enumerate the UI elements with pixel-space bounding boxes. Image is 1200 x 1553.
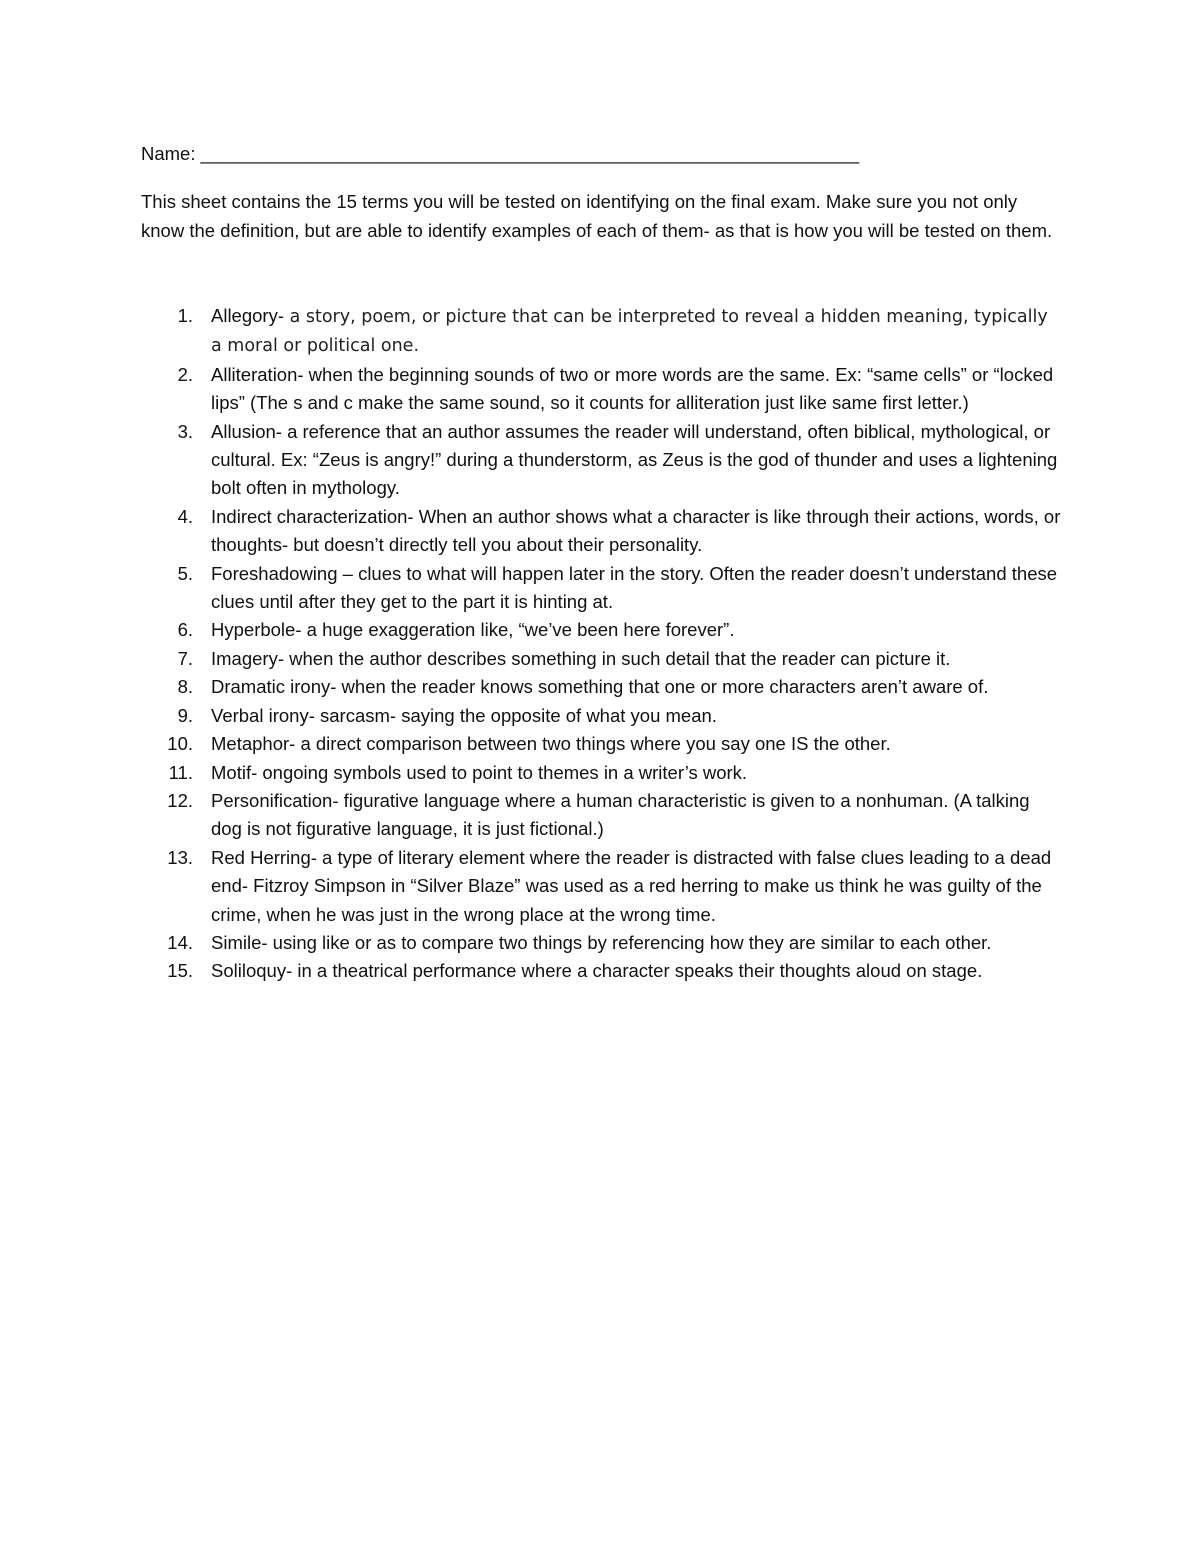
document-page xyxy=(141,140,1061,986)
term-name: Dramatic irony- xyxy=(211,676,337,698)
list-item xyxy=(141,787,1061,844)
item-number: 2. xyxy=(177,363,193,385)
item-number: 12. xyxy=(167,789,193,811)
term-name: Imagery- xyxy=(211,647,284,669)
item-number: 13. xyxy=(167,846,193,868)
term-definition: figurative language where a human characteristic is given to a nonhuman. (A talking dog is not figurative language, it is just fictional.) xyxy=(211,789,1030,840)
term-name: Alliteration- xyxy=(211,363,304,385)
term-name: Hyperbole- xyxy=(211,619,302,641)
term-definition: using like or as to compare two things by referencing how they are similar to each other. xyxy=(267,931,992,953)
list-item xyxy=(141,560,1061,617)
list-item xyxy=(141,759,1061,787)
term-name: Simile- xyxy=(211,931,268,953)
item-number: 15. xyxy=(167,960,193,982)
term-definition: a huge exaggeration like, “we’ve been here forever”. xyxy=(301,619,735,641)
item-number: 5. xyxy=(177,562,193,584)
list-item xyxy=(141,730,1061,758)
list-item xyxy=(141,361,1061,418)
term-definition: when the author describes something in such detail that the reader can picture it. xyxy=(284,647,951,669)
term-name: Allusion- xyxy=(211,420,282,442)
list-item xyxy=(141,645,1061,673)
item-number: 10. xyxy=(167,733,193,755)
term-name: Verbal irony- xyxy=(211,704,315,726)
list-item xyxy=(141,503,1061,560)
terms-list xyxy=(141,302,1061,986)
term-definition: when the beginning sounds of two or more words are the same. Ex: “same cells” or “locked lips” (The s and c make the same sound, so it counts for alliteration just like same first letter.) xyxy=(211,363,1054,414)
term-definition: when the reader knows something that one or more characters aren’t aware of. xyxy=(336,676,989,698)
item-number: 6. xyxy=(177,619,193,641)
term-name: Indirect characterization- xyxy=(211,505,414,527)
list-item xyxy=(141,302,1061,361)
term-name: Motif- xyxy=(211,761,258,783)
list-item xyxy=(141,844,1061,929)
item-number: 4. xyxy=(177,505,193,527)
term-definition: – clues to what will happen later in the story. Often the reader doesn’t understand these clues until after they get to the part it is hinting at. xyxy=(211,562,1058,613)
item-number: 9. xyxy=(177,704,193,726)
term-name: Allegory- xyxy=(211,305,284,326)
term-name: Red Herring- xyxy=(211,846,317,868)
term-definition: sarcasm- saying the opposite of what you mean. xyxy=(314,704,717,726)
list-item xyxy=(141,418,1061,503)
term-name: Foreshadowing xyxy=(211,562,338,584)
term-name: Soliloquy- xyxy=(211,960,293,982)
term-name: Metaphor- xyxy=(211,733,296,755)
list-item xyxy=(141,957,1061,985)
term-name: Personification- xyxy=(211,789,339,811)
term-definition: ongoing symbols used to point to themes in a writer’s work. xyxy=(257,761,748,783)
name-field-label: Name: ________________________________________________________________ xyxy=(141,143,860,164)
term-definition: a reference that an author assumes the reader will understand, often biblical, mythological, or cultural. Ex: “Zeus is angry!” during a thunderstorm, as Zeus is the god of thunder and uses a lightening bolt often in mythology. xyxy=(211,420,1058,499)
list-item xyxy=(141,616,1061,644)
term-definition: a direct comparison between two things where you say one IS the other. xyxy=(295,733,891,755)
item-number: 11. xyxy=(168,761,193,783)
term-definition: When an author shows what a character is like through their actions, words, or thoughts- but doesn’t directly tell you about their personality. xyxy=(211,505,1061,556)
list-item xyxy=(141,702,1061,730)
term-definition: in a theatrical performance where a character speaks their thoughts aloud on stage. xyxy=(292,960,983,982)
intro-paragraph: This sheet contains the 15 terms you will be tested on identifying on the final exam. Make sure you not only know the definition, but are able to identify examples of each of them- as that is how you will be tested on them. xyxy=(141,191,1053,241)
term-definition: a story, poem, or picture that can be interpreted to reveal a hidden meaning, typically a moral or political one. xyxy=(211,307,1048,357)
item-number: 1. xyxy=(177,305,193,326)
item-number: 3. xyxy=(177,420,193,442)
item-number: 8. xyxy=(177,676,193,698)
item-number: 7. xyxy=(177,647,193,669)
term-definition: a type of literary element where the reader is distracted with false clues leading to a dead end- Fitzroy Simpson in “Silver Blaze” was used as a red herring to make us think he was guilty of the crime, when he was just in the wrong place at the wrong time. xyxy=(211,846,1052,925)
item-number: 14. xyxy=(167,931,193,953)
list-item xyxy=(141,673,1061,701)
list-item xyxy=(141,929,1061,957)
